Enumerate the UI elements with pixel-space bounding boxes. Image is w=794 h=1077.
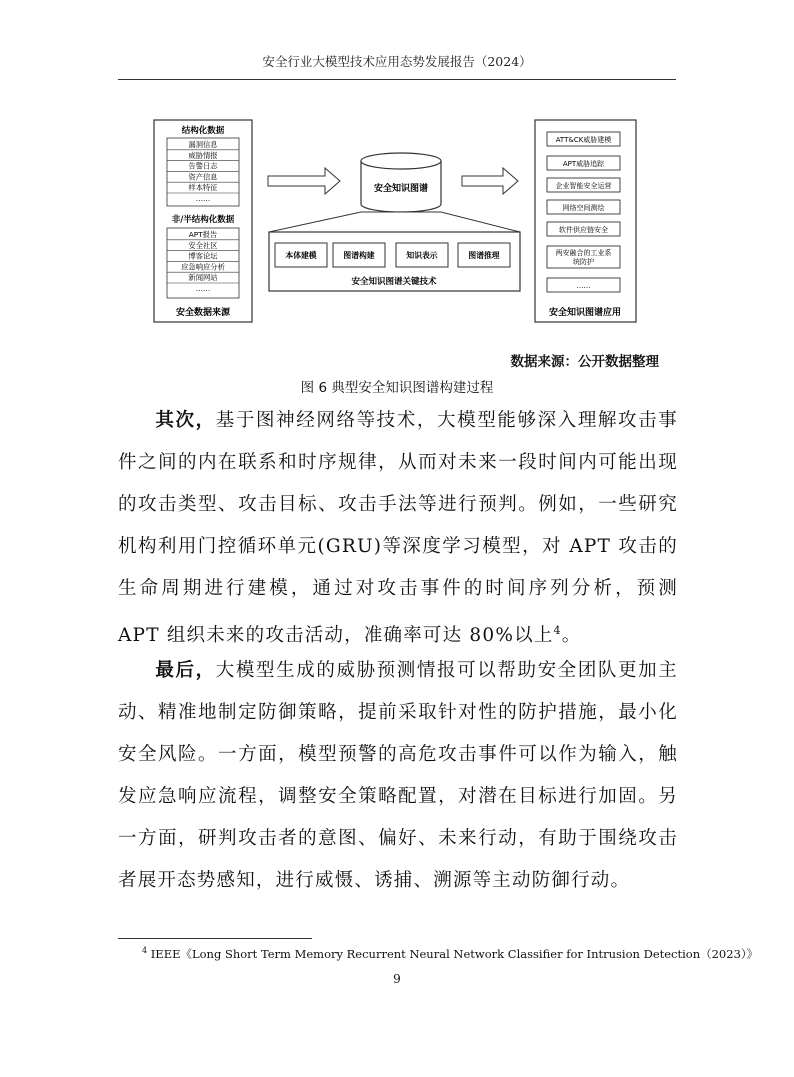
database-cylinder-icon [361,153,441,212]
list-item: 安全社区 [188,240,218,250]
application-label: 网络空间测绘 [562,204,605,212]
application-label: ATT&CK威胁建模 [555,136,612,144]
list-item: 样本特征 [188,183,218,193]
structured-data-title: 结构化数据 [181,126,225,136]
footnote-rule [118,938,312,939]
paragraph-1-text: 基于图神经网络等技术，大模型能够深入理解攻击事件之间的内在联系和时序规律，从而对未来一段时间内可能出现的攻击类型、攻击目标、攻击手法等进行预判。例如，一些研究机构利用门控循环单元(GRU)等深度学习模型，对 APT 攻击的生命周期进行建模，通过对攻击事件的时间序列分析，预测 APT 组织未来的攻击活动，准确率可达 80%以上 [118,410,678,647]
application-label: …… [576,282,591,290]
data-source-footer: 安全数据来源 [175,308,231,318]
technique-label: 图谱推理 [468,251,500,260]
paragraph-2 [118,650,678,902]
techniques-title: 安全知识图谱关键技术 [351,277,437,287]
application-label: 统防护 [573,258,594,266]
list-item: APT报告 [188,230,218,239]
list-item: 博客论坛 [188,251,218,261]
application-label: 两安融合的工业系 [555,249,612,257]
cylinder-label: 安全知识图谱 [373,184,429,194]
footnote-number: 4 [142,946,148,956]
paragraph-2-lead: 最后， [155,660,216,681]
paragraph-1 [118,400,678,657]
application-label: 企业智能安全运营 [555,182,612,190]
paragraph-1-lead: 其次， [155,410,216,431]
application-label: APT威胁追踪 [562,160,605,168]
list-item: 漏洞信息 [188,140,218,149]
list-item: 应急响应分析 [181,262,225,272]
footnote-text: IEEE《Long Short Term Memory Recurrent Neural Network Classifier for Intrusion Detection（2023）》 [150,947,759,961]
technique-label: 图谱构建 [343,251,375,260]
list-item: …… [195,284,211,293]
footnote-ref: 4 [553,624,562,637]
figure-caption: 图 6 典型安全知识图谱构建过程 [300,380,494,396]
figure-source: 数据来源：公开数据整理 [510,354,659,370]
knowledge-graph-figure [0,0,794,340]
list-item: …… [195,194,211,203]
list-item: 资产信息 [188,172,218,182]
arrow-right-icon [462,168,518,194]
page-header: 安全行业大模型技术应用态势发展报告（2024） [262,54,532,69]
arrow-right-icon [268,168,340,194]
paragraph-1-end: 。 [561,625,582,647]
footnote [142,946,758,962]
list-item: 新闻网站 [188,273,218,283]
technique-label: 知识表示 [406,251,438,260]
unstructured-data-title: 非/半结构化数据 [171,215,235,225]
list-item: 告警日志 [188,161,218,171]
application-footer: 安全知识图谱应用 [548,308,622,318]
list-item: 威胁情报 [188,150,218,160]
page-number: 9 [393,972,401,986]
paragraph-2-text: 大模型生成的威胁预测情报可以帮助安全团队更加主动、精准地制定防御策略，提前采取针对性的防护措施，最小化安全风险。一方面，模型预警的高危攻击事件可以作为输入，触发应急响应流程，调整安全策略配置，对潜在目标进行加固。另一方面，研判攻击者的意图、偏好、未来行动，有助于围绕攻击者展开态势感知，进行威慑、诱捕、溯源等主动防御行动。 [118,660,678,891]
technique-label: 本体建模 [285,251,317,260]
application-label: 软件供应链安全 [559,226,608,234]
funnel-shape [269,212,520,232]
